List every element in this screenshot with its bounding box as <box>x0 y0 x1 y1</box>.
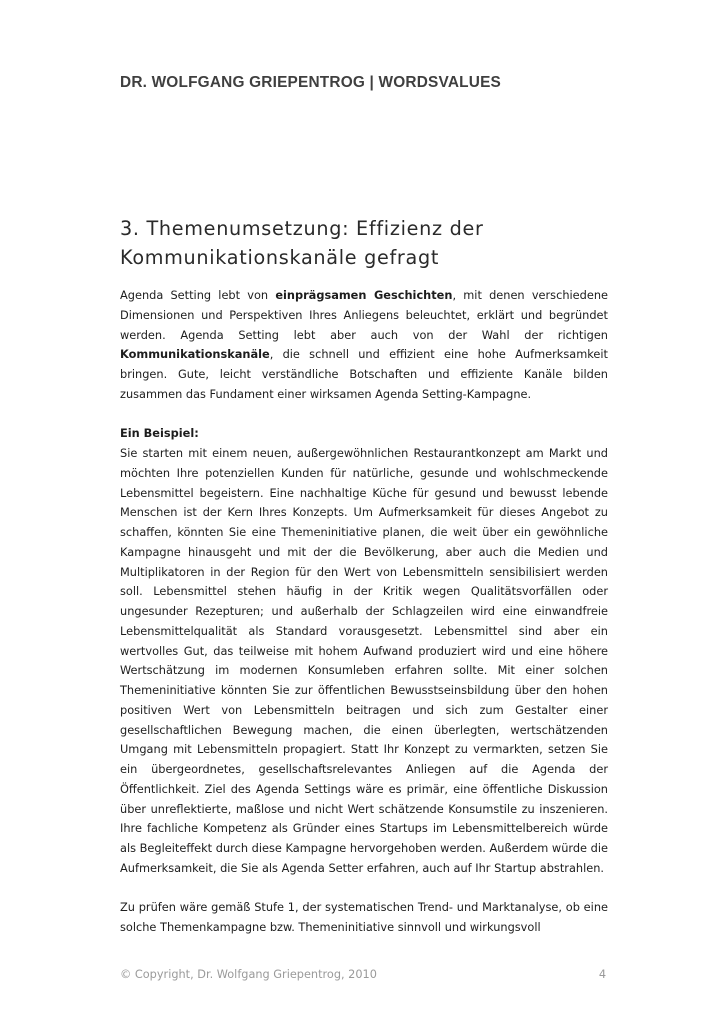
intro-paragraph <box>120 286 608 405</box>
section-heading-line-1: 3. Themenumsetzung: Effizienz der <box>120 217 484 240</box>
intro-text-2: , mit denen verschiedene Dimensionen und Perspektiven Ihres Anliegens beleuchtet, erklärt und begründet werden. Agenda Setting lebt aber auch von der Wahl der richtigen <box>120 288 608 342</box>
paragraph-spacer <box>120 405 608 425</box>
intro-text-3: , die schnell und effizient eine hohe Aufmerksamkeit bringen. Gute, leicht verständliche Botschaften und effiziente Kanäle bilden zusammen das Fundament einer wirksamen Agenda Setting-Kampagne. <box>120 347 608 401</box>
example-paragraph: Sie starten mit einem neuen, außergewöhnlichen Restaurantkonzept am Markt und möchten Ihre potenziellen Kunden für natürliche, gesunde und wohlschmeckende Lebensmittel begeistern. Eine nachhaltige Küche für gesund und bewusst lebende Menschen ist der Kern Ihres Konzepts. Um Aufmerksamkeit für dieses Angebot zu schaffen, könnten Sie eine Themeninitiative planen, die weit über ein gewöhnliche Kampagne hinausgeht und mit der die Bevölkerung, aber auch die Medien und Multiplikatoren in der Region für den Wert von Lebensmitteln sensibilisiert werden soll. Lebensmittel stehen häufig in der Kritik wegen Qualitätsvorfällen oder ungesunder Rezepturen; und außerhalb der Schlagzeilen wird eine einwandfreie Lebensmittelqualität als Standard vorausgesetzt. Lebensmittel sind aber ein wertvolles Gut, das teilweise mit hohem Aufwand produziert wird und eine höhere Wertschätzung im modernen Konsumleben erfahren sollte. Mit einer solchen Themeninitiative könnten Sie zur öffentlichen Bewusstseinsbildung über den hohen positiven Wert von Lebensmitteln beitragen und sich zum Gestalter einer gesellschaftlichen Bewegung machen, die einen überlegten, wertschätzenden Umgang mit Lebensmitteln propagiert. Statt Ihr Konzept zu vermarkten, setzen Sie ein übergeordnetes, gesellschaftsrelevantes Anliegen auf die Agenda der Öffentlichkeit. Ziel des Agenda Settings wäre es primär, eine öffentliche Diskussion über unreflektierte, maßlose und nicht Wert schätzende Konsumstile zu inszenieren. Ihre fachliche Kompetenz als Gründer eines Startups im Lebensmittelbereich würde als Begleiteffekt durch diese Kampagne hervorgehoben werden. Außerdem würde die Aufmerksamkeit, die Sie als Agenda Setter erfahren, auch auf Ihr Startup abstrahlen. <box>120 446 608 875</box>
intro-bold-channels: Kommunikationskanäle <box>120 347 270 362</box>
page-footer <box>120 968 608 981</box>
document-header: DR. WOLFGANG GRIEPENTROG | WORDSVALUES <box>120 74 501 91</box>
intro-bold-stories: einprägsamen Geschichten <box>275 288 453 302</box>
section-heading-line-2: Kommunikationskanäle gefragt <box>120 246 440 269</box>
section-heading <box>120 214 620 272</box>
example-label: Ein Beispiel: <box>120 426 199 441</box>
copyright-notice: © Copyright, Dr. Wolfgang Griepentrog, 2010 <box>120 968 377 981</box>
closing-paragraph: Zu prüfen wäre gemäß Stufe 1, der systematischen Trend- und Marktanalyse, ob eine solche Themenkampagne bzw. Themeninitiative sinnvoll und wirkungsvoll <box>120 900 608 934</box>
page-number: 4 <box>598 968 606 981</box>
intro-text-1: Agenda Setting lebt von <box>120 288 276 302</box>
paragraph-spacer <box>120 879 608 899</box>
body-text <box>120 286 608 938</box>
